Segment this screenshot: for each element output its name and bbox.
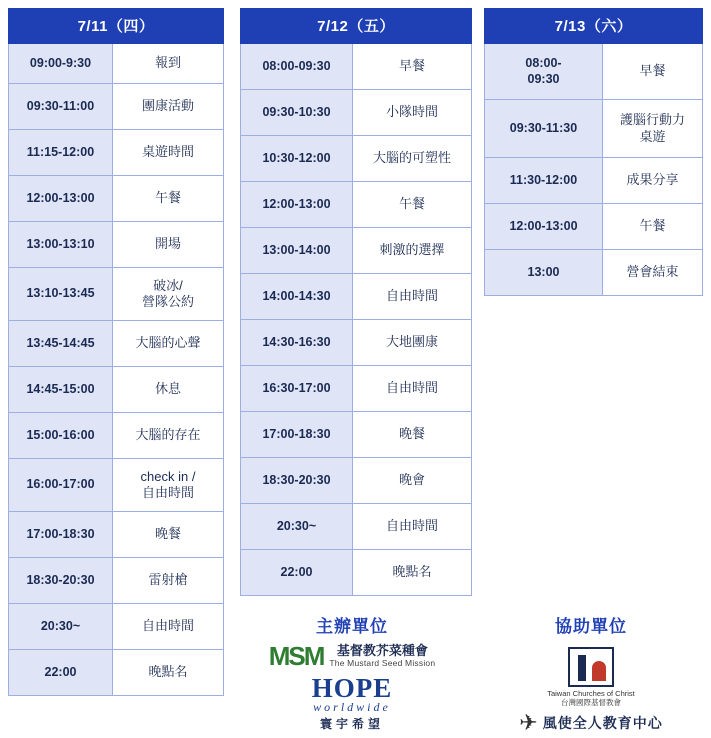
wind-bird-icon: ✈ (519, 710, 538, 735)
row-time: 17:00-18:30 (9, 512, 113, 557)
row-activity: 大地團康 (353, 320, 471, 365)
row-time: 10:30-12:00 (241, 136, 353, 181)
msm-name-en: The Mustard Seed Mission (329, 657, 436, 668)
row-activity: 休息 (113, 367, 223, 412)
row-time: 12:00-13:00 (485, 204, 603, 249)
row-time: 13:00-13:10 (9, 222, 113, 267)
table-row (240, 228, 472, 274)
helper-sponsor-block (478, 612, 704, 734)
table-row (8, 459, 224, 512)
row-time: 13:00 (485, 250, 603, 295)
column-body-day3 (484, 44, 703, 296)
table-row (8, 130, 224, 176)
row-activity: 午餐 (353, 182, 471, 227)
table-row (8, 222, 224, 268)
row-activity: 成果分享 (603, 158, 702, 203)
table-row (484, 204, 703, 250)
row-activity: 護腦行動力 桌遊 (603, 100, 702, 157)
table-row (240, 550, 472, 596)
wind-center-logo (478, 712, 704, 734)
table-row (240, 44, 472, 90)
row-time: 08:00- 09:30 (485, 44, 603, 99)
column-header-day3: 7/13（六） (484, 8, 703, 44)
table-row (484, 44, 703, 100)
schedule-column-day2 (240, 8, 472, 596)
column-body-day2 (240, 44, 472, 596)
row-time: 09:30-10:30 (241, 90, 353, 135)
main-sponsor-block (232, 612, 472, 732)
row-time: 18:30-20:30 (9, 558, 113, 603)
row-time: 17:00-18:30 (241, 412, 353, 457)
row-time: 13:45-14:45 (9, 321, 113, 366)
row-activity: 破冰/ 營隊公約 (113, 268, 223, 320)
hope-logo-text: HOPE (311, 673, 393, 703)
row-activity: 報到 (113, 44, 223, 83)
row-time: 14:30-16:30 (241, 320, 353, 365)
hope-name-zh: 寰宇希望 (319, 717, 384, 731)
tcoc-name-en: Taiwan Churches of Christ (547, 689, 635, 698)
row-activity: 開場 (113, 222, 223, 267)
table-row (8, 268, 224, 321)
row-activity: 早餐 (353, 44, 471, 89)
mustard-seed-logo (232, 643, 472, 669)
row-time: 18:30-20:30 (241, 458, 353, 503)
row-activity: 刺激的選擇 (353, 228, 471, 273)
table-row (8, 512, 224, 558)
row-time: 12:00-13:00 (9, 176, 113, 221)
row-time: 20:30~ (241, 504, 353, 549)
main-sponsor-title: 主辦單位 (316, 617, 388, 636)
msm-logo-icon: MSM (268, 641, 324, 671)
table-row (8, 558, 224, 604)
row-time: 14:00-14:30 (241, 274, 353, 319)
table-row (240, 412, 472, 458)
row-time: 22:00 (241, 550, 353, 595)
table-row (240, 182, 472, 228)
row-activity: 營會結束 (603, 250, 702, 295)
row-activity: 晚餐 (113, 512, 223, 557)
row-activity: 晚會 (353, 458, 471, 503)
table-row (240, 90, 472, 136)
row-activity: check in / 自由時間 (113, 459, 223, 511)
row-time: 08:00-09:30 (241, 44, 353, 89)
sponsors-section (0, 606, 711, 738)
row-time: 09:30-11:00 (9, 84, 113, 129)
table-row (240, 366, 472, 412)
row-activity: 自由時間 (353, 504, 471, 549)
table-row (8, 44, 224, 84)
row-time: 13:10-13:45 (9, 268, 113, 320)
row-activity: 午餐 (113, 176, 223, 221)
row-time: 16:00-17:00 (9, 459, 113, 511)
row-time: 22:00 (9, 650, 113, 695)
row-time: 09:00-9:30 (9, 44, 113, 83)
row-time: 12:00-13:00 (241, 182, 353, 227)
row-time: 14:45-15:00 (9, 367, 113, 412)
table-row (484, 250, 703, 296)
row-time: 20:30~ (9, 604, 113, 649)
row-time: 15:00-16:00 (9, 413, 113, 458)
table-row (240, 458, 472, 504)
msm-name-zh: 基督教芥菜種會 (336, 642, 428, 658)
schedule-column-day3 (484, 8, 703, 296)
table-row (240, 320, 472, 366)
row-activity: 大腦的可塑性 (353, 136, 471, 181)
schedule-column-day1 (8, 8, 224, 696)
tcoc-name-zh: 台灣國際基督教會 (561, 698, 621, 707)
table-row (240, 136, 472, 182)
row-time: 09:30-11:30 (485, 100, 603, 157)
table-row (484, 158, 703, 204)
table-row (8, 367, 224, 413)
row-activity: 晚點名 (353, 550, 471, 595)
table-row (240, 274, 472, 320)
table-row (240, 504, 472, 550)
row-activity: 晚點名 (113, 650, 223, 695)
row-activity: 晚餐 (353, 412, 471, 457)
column-body-day1 (8, 44, 224, 696)
row-time: 13:00-14:00 (241, 228, 353, 273)
row-time: 11:15-12:00 (9, 130, 113, 175)
row-activity: 大腦的心聲 (113, 321, 223, 366)
row-activity: 午餐 (603, 204, 702, 249)
row-time: 11:30-12:00 (485, 158, 603, 203)
row-activity: 小隊時間 (353, 90, 471, 135)
wind-center-name-zh: 風使全人教育中心 (542, 715, 663, 731)
column-header-day2: 7/12（五） (240, 8, 472, 44)
row-activity: 自由時間 (353, 366, 471, 411)
hope-worldwide-logo (232, 675, 472, 732)
helper-sponsor-title: 協助單位 (555, 617, 627, 636)
column-header-day1: 7/11（四） (8, 8, 224, 44)
table-row (8, 321, 224, 367)
table-row (8, 176, 224, 222)
tcoc-logo (478, 647, 704, 707)
table-row (8, 84, 224, 130)
row-time: 16:30-17:00 (241, 366, 353, 411)
row-activity: 團康活動 (113, 84, 223, 129)
table-row (8, 413, 224, 459)
tcoc-badge-icon (568, 647, 614, 687)
row-activity: 雷射槍 (113, 558, 223, 603)
row-activity: 早餐 (603, 44, 702, 99)
row-activity: 桌遊時間 (113, 130, 223, 175)
row-activity: 大腦的存在 (113, 413, 223, 458)
table-row (484, 100, 703, 158)
row-activity: 自由時間 (113, 604, 223, 649)
hope-logo-subtext: worldwide (313, 700, 391, 714)
row-activity: 自由時間 (353, 274, 471, 319)
